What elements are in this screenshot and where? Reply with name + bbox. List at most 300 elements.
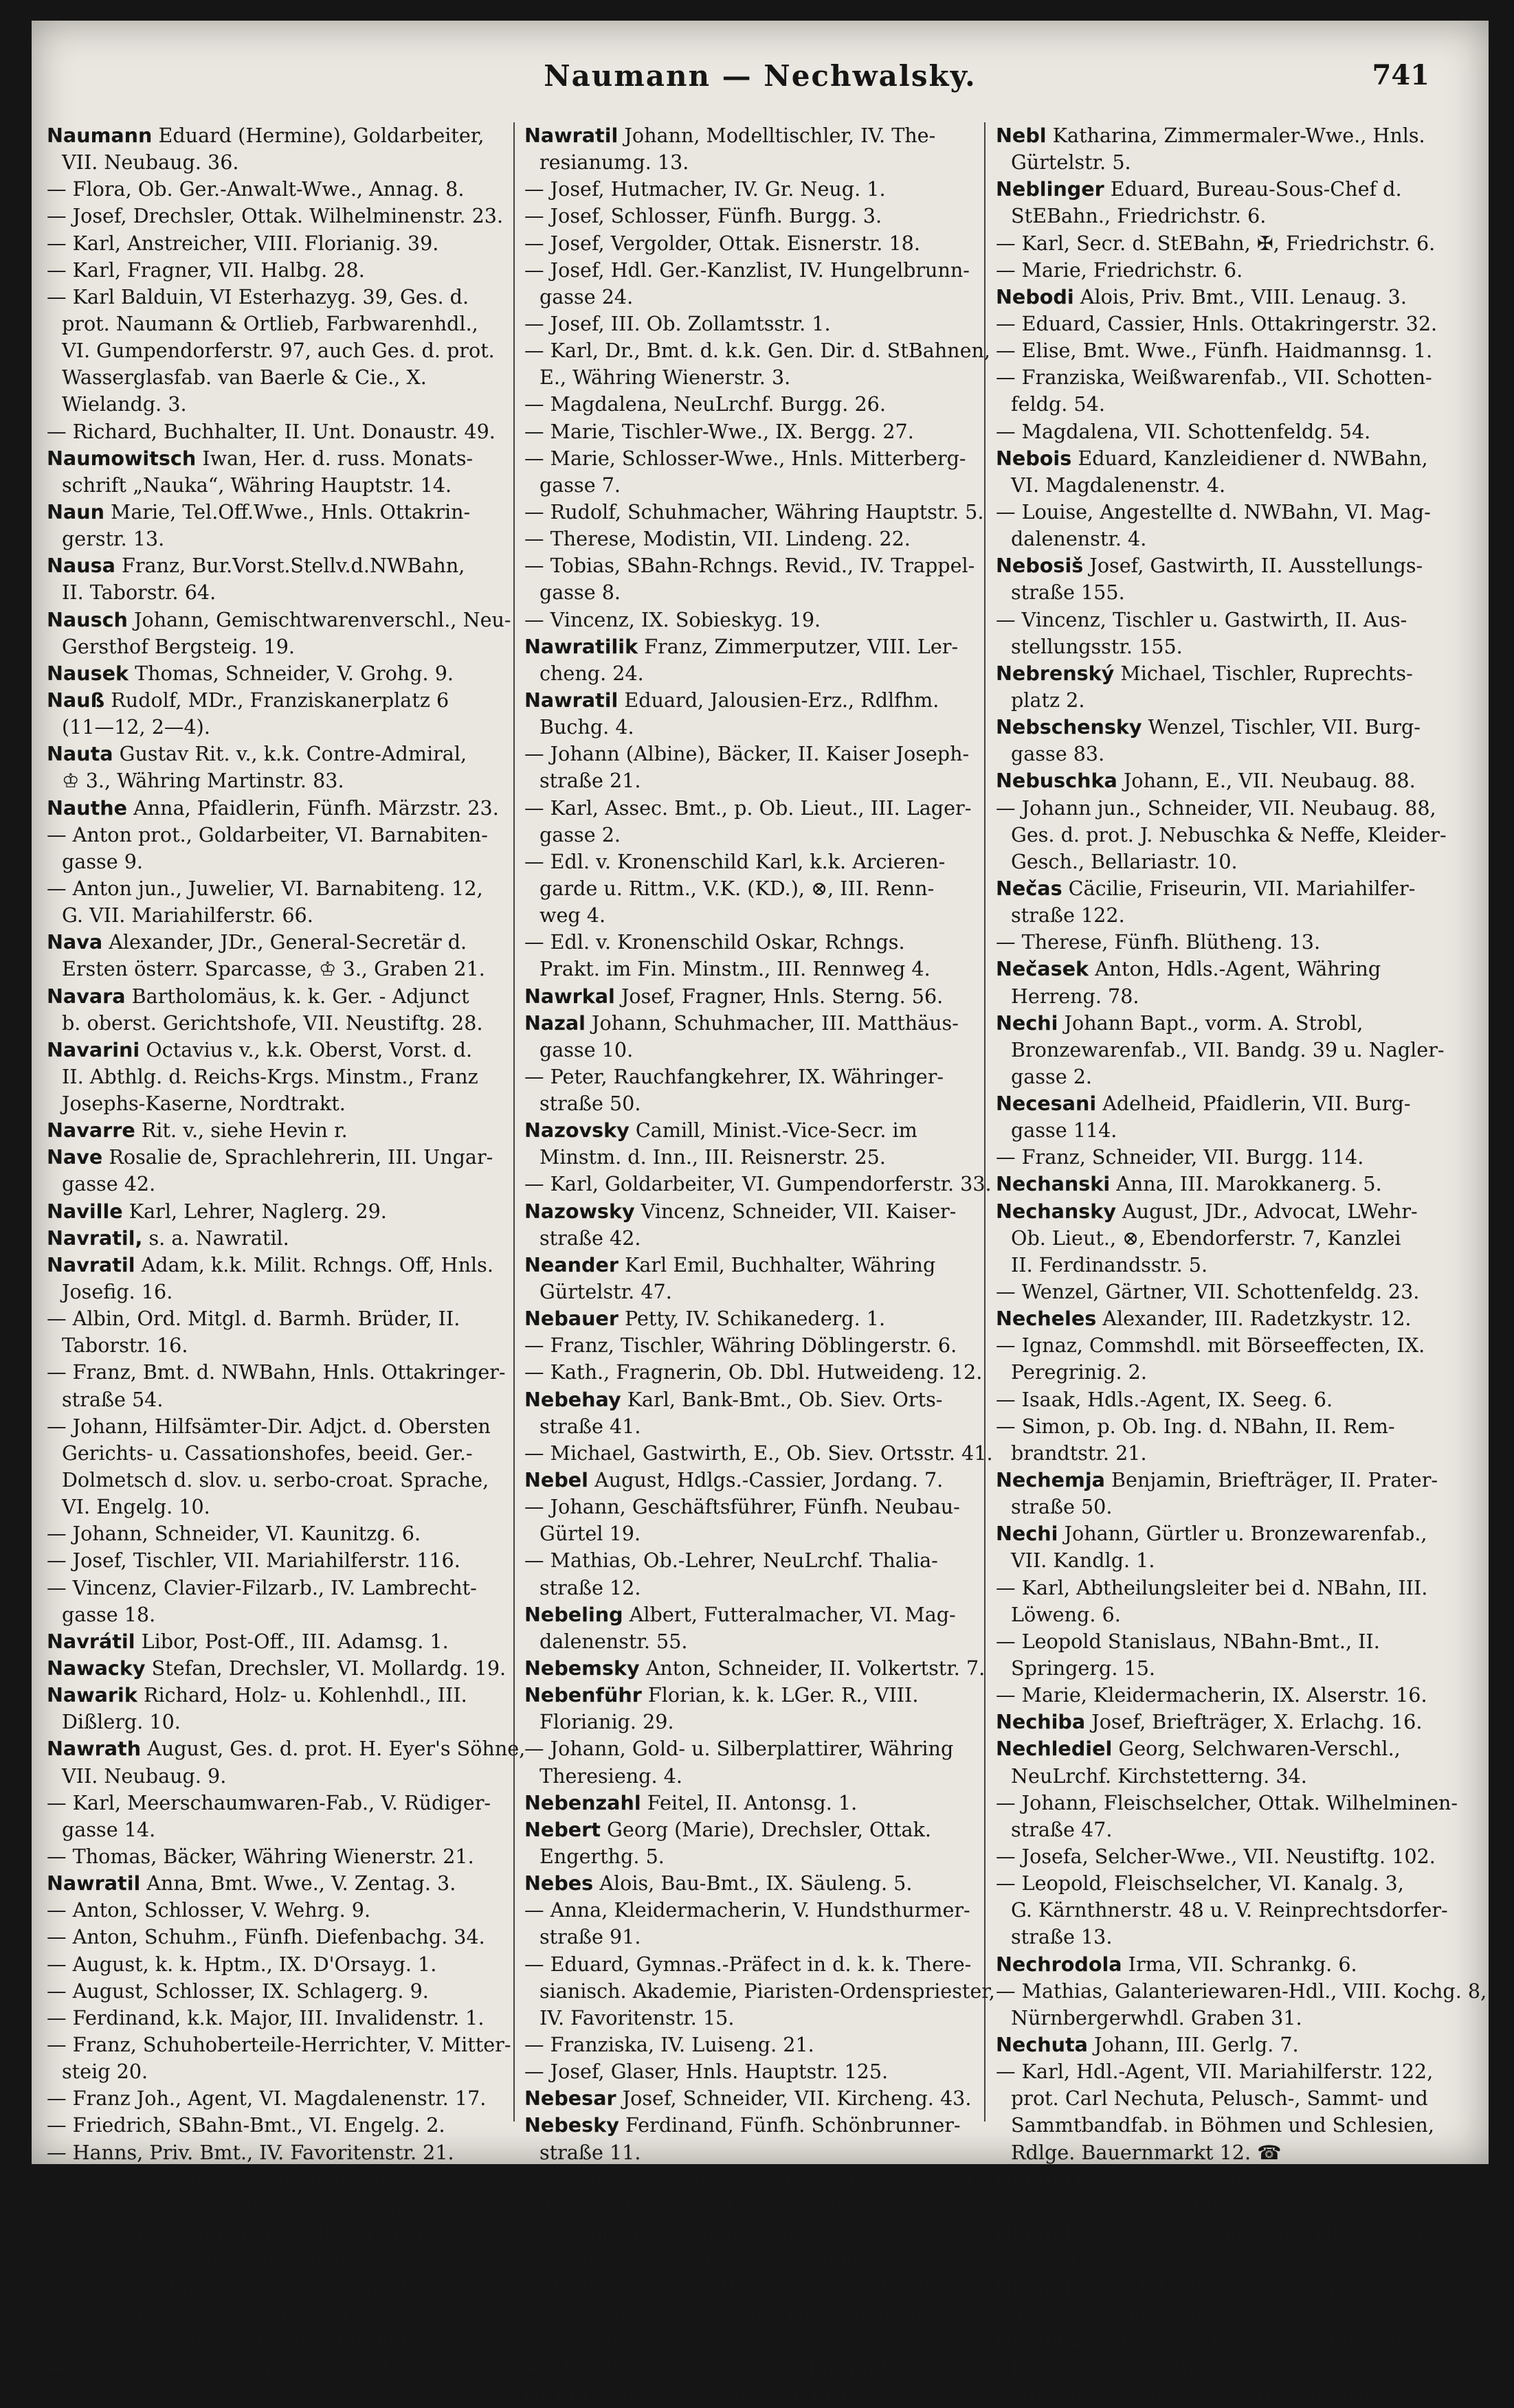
entry-text: Camill, Minist.-Vice-Secr. im bbox=[629, 1118, 917, 1143]
directory-line bbox=[996, 257, 1422, 284]
entry-text: Iwan, Her. d. russ. Monats- bbox=[196, 446, 474, 470]
entry-surname: Nechi bbox=[996, 1011, 1058, 1035]
entry-text: — Josef, Drechsler, Ottak. Wilhelminenstr. 23. bbox=[47, 204, 504, 228]
directory-line bbox=[996, 875, 1422, 902]
directory-line bbox=[47, 633, 473, 660]
directory-line bbox=[524, 2273, 994, 2300]
entry-text: Taborstr. 16. bbox=[62, 1334, 188, 1358]
directory-line bbox=[524, 1144, 950, 1171]
entry-text: Richard, Holz- u. Kohlenhdl., III. bbox=[137, 1683, 467, 1707]
entry-surname: Nebel bbox=[524, 1468, 588, 1492]
entry-text: gasse 10. bbox=[539, 1037, 634, 1061]
entry-text: brandtstr. 21. bbox=[1011, 1441, 1147, 1465]
entry-text: Adelheid, Pfaidlerin, VII. Burg- bbox=[1096, 1092, 1411, 1116]
directory-line bbox=[996, 311, 1438, 337]
entry-surname: Navarre bbox=[47, 1118, 135, 1143]
entry-text: Michael, Tischler, Ruprechts- bbox=[1114, 661, 1413, 685]
entry-text: platz 2. bbox=[1011, 688, 1085, 712]
directory-line bbox=[996, 741, 1422, 767]
entry-surname: Nazowsky bbox=[524, 1199, 635, 1223]
entry-text: feldg. 54. bbox=[1011, 392, 1105, 416]
directory-line bbox=[47, 1064, 478, 1090]
entry-surname: Nawrath bbox=[47, 1737, 142, 1761]
directory-line bbox=[524, 1843, 950, 1870]
column-2 bbox=[524, 122, 995, 2408]
entry-surname: Nebehay bbox=[524, 1387, 621, 1411]
directory-line bbox=[996, 526, 1422, 552]
directory-line bbox=[524, 1494, 960, 1520]
directory-line bbox=[47, 2085, 487, 2112]
directory-line bbox=[47, 203, 504, 229]
entry-text: II. Ferdinandsstr. 5. bbox=[1011, 1252, 1208, 1276]
entry-text: — Johann, Hutstutter-Erz., VII. Zieglerg. 19. bbox=[47, 2302, 489, 2326]
directory-line bbox=[47, 902, 473, 929]
entry-surname: Nawratilik bbox=[524, 634, 638, 658]
entry-text: Sammtbandfab. in Böhmen und Schlesien, bbox=[1011, 2113, 1434, 2137]
entry-text: Prakt. im Fin. Minstm., III. Rennweg 4. bbox=[539, 957, 931, 981]
entry-text: Johann, III. Gerlg. 7. bbox=[1087, 2032, 1299, 2056]
entry-text: — Josefine, Rittm. Wwe., III. Marxerg. 13a. bbox=[996, 2382, 1426, 2406]
entry-text: — Josef, Hutmacher, IV. Gr. Neug. 1. bbox=[524, 177, 886, 201]
directory-line bbox=[47, 795, 499, 822]
entry-text: — Johann, Briefträger, Hnls. Kircheng. 44. bbox=[47, 2328, 470, 2352]
directory-line bbox=[47, 1359, 506, 1386]
directory-line bbox=[47, 714, 473, 741]
directory-line bbox=[996, 822, 1447, 848]
entry-surname: Nebenführ bbox=[524, 1683, 642, 1707]
entry-surname: Nebuschka bbox=[996, 769, 1117, 793]
entry-text: Springerg. 15. bbox=[1011, 1656, 1155, 1680]
directory-line bbox=[47, 257, 473, 284]
directory-line bbox=[47, 1440, 473, 1467]
entry-text: — Vincenz, Clavier-Filzarb., IV. Lambrecht- bbox=[47, 1575, 477, 1599]
directory-line bbox=[996, 1709, 1422, 1735]
directory-line bbox=[524, 983, 950, 1010]
entry-text: — Franz Joh., Agent, VI. Magdalenenstr. 17. bbox=[47, 2086, 487, 2111]
entry-surname: Naumowitsch bbox=[47, 446, 197, 470]
entry-surname: Necheles bbox=[996, 1307, 1097, 1331]
directory-line bbox=[47, 337, 495, 364]
entry-text: Vincenz, Schneider, VII. Kaiser- bbox=[634, 1199, 957, 1223]
entry-text: — Magdalena, VII. Schottenfeldg. 54. bbox=[996, 419, 1371, 443]
entry-text: — Albin, Ord. Mitgl. d. Barmh. Brüder, II. bbox=[47, 1307, 460, 1331]
directory-line bbox=[996, 2032, 1422, 2058]
entry-text: VI. Gumpendorferstr. 97, auch Ges. d. prot. bbox=[62, 339, 495, 363]
directory-line bbox=[996, 2247, 1422, 2273]
directory-line bbox=[47, 1655, 506, 1682]
entry-text: straße 42. bbox=[539, 1226, 641, 1250]
directory-line bbox=[47, 2193, 473, 2220]
entry-text: resianumg. 13. bbox=[539, 150, 689, 175]
entry-text: — Franz, Bmt. d. NWBahn, Hnls. Ottakringer- bbox=[47, 1360, 506, 1384]
entry-text: hauserstr. 27. bbox=[1011, 2248, 1148, 2272]
entry-text: straße 54. bbox=[62, 1387, 164, 1411]
entry-surname: Navara bbox=[47, 984, 126, 1008]
directory-line bbox=[524, 337, 991, 364]
entry-text: Florian, k. k. LGer. R., VIII. bbox=[641, 1683, 919, 1707]
entry-text: — Johann jun., Schneider, VII. Neubaug. 88, bbox=[996, 796, 1436, 820]
directory-line bbox=[47, 1171, 473, 1197]
entry-text: Rudolf, MDr., Franziskanerplatz 6 bbox=[104, 688, 449, 712]
entry-text: — Josef, III. Ob. Zollamtsstr. 1. bbox=[524, 311, 831, 335]
directory-line bbox=[524, 1709, 950, 1735]
entry-text: — Kath., Fragnerin, Ob. Dbl. Hutweideng. 12. bbox=[524, 1360, 983, 1384]
directory-line bbox=[47, 2273, 473, 2300]
directory-line bbox=[996, 633, 1422, 660]
entry-text: Georg (Marie), Drechsler, Ottak. bbox=[600, 1817, 931, 1841]
directory-line bbox=[524, 1978, 995, 2005]
entry-text: — Richard, Buchhalter, II. Unt. Donaustr. 49. bbox=[47, 419, 496, 443]
directory-line bbox=[996, 230, 1436, 257]
entry-surname: Nechansky bbox=[996, 1199, 1116, 1223]
entry-text: gasse 14. bbox=[62, 1817, 156, 1841]
entry-text: Josef, Schneider, VII. Kircheng. 43. bbox=[616, 2086, 972, 2111]
directory-line bbox=[47, 741, 473, 767]
directory-line bbox=[524, 1090, 950, 1117]
directory-line bbox=[524, 526, 950, 552]
entry-surname: Nechuta bbox=[996, 2032, 1088, 2056]
entry-surname: Navratil bbox=[47, 1252, 135, 1276]
entry-surname: Nawarik bbox=[47, 1683, 137, 1707]
entry-text: Josefig. 16. bbox=[62, 1280, 173, 1304]
directory-line bbox=[524, 2032, 950, 2058]
directory-line bbox=[47, 2300, 489, 2327]
entry-text: — Josef, Tischler, VII. Mariahilferstr. 116. bbox=[47, 1549, 460, 1573]
entry-text: stellungsstr. 155. bbox=[1011, 634, 1183, 658]
entry-text: straße 21. bbox=[539, 769, 641, 793]
entry-text: Herreng. 78. bbox=[1011, 984, 1139, 1008]
entry-text: — Anton jun., Juwelier, VI. Barnabiteng. 12, bbox=[47, 876, 483, 900]
entry-text: d. St. Bahnen, Fünfh. Mariahilfer Gürtel 29. bbox=[539, 2194, 979, 2218]
directory-line bbox=[996, 1951, 1422, 1978]
entry-text: — Karl, Fragner, VII. Halbg. 28. bbox=[47, 258, 365, 282]
entry-text: straße 50. bbox=[539, 1092, 641, 1116]
entry-text: — Karl, Abtheilungsleiter bei d. NBahn, III. bbox=[996, 1575, 1428, 1599]
directory-line bbox=[524, 2354, 966, 2381]
entry-text: Karl, Lehrer, Naglerg. 29. bbox=[122, 1199, 387, 1223]
entry-text: gasse 2. bbox=[1011, 1064, 1092, 1088]
entry-text: — Marie, Schlosser-Wwe., Hnls. Mitterberg- bbox=[524, 446, 966, 470]
directory-line bbox=[47, 1601, 473, 1628]
entry-surname: Nebois bbox=[996, 446, 1072, 470]
entry-text: gasse 8. bbox=[539, 581, 621, 605]
directory-line bbox=[47, 660, 473, 687]
directory-line bbox=[996, 956, 1422, 982]
directory-line bbox=[996, 337, 1433, 364]
entry-text: Johann Bapt., vorm. A. Strobl, bbox=[1058, 1011, 1363, 1035]
directory-line bbox=[524, 1117, 950, 1144]
directory-line bbox=[47, 2032, 511, 2058]
directory-line bbox=[47, 1520, 473, 1547]
entry-surname: Navrátil bbox=[47, 1629, 135, 1653]
entry-text: Alois, Priv. Bmt., VIII. Lenaug. 3. bbox=[1073, 284, 1407, 308]
entry-surname: Nawratil bbox=[524, 688, 619, 712]
directory-line bbox=[996, 1467, 1438, 1494]
entry-text: — Michael, Gastwirth, E., Ob. Siev. Dorfstr. 41. bbox=[524, 2275, 994, 2299]
entry-text: — Franz, Tischler, Währing Döblingerstr. 6. bbox=[524, 1334, 957, 1358]
directory-line bbox=[996, 176, 1422, 203]
entry-text: Anna, Bmt. Wwe., V. Zentag. 3. bbox=[140, 1871, 456, 1895]
running-head: Naumann — Nechwalsky. bbox=[544, 59, 977, 93]
entry-text: gerstr. 13. bbox=[62, 527, 165, 551]
directory-line bbox=[524, 499, 984, 526]
directory-line bbox=[524, 1628, 950, 1655]
directory-line bbox=[996, 2139, 1422, 2166]
entry-text: Feitel, II. Antonsg. 1. bbox=[641, 1790, 858, 1814]
directory-line bbox=[524, 767, 950, 794]
entry-text: — Josef, Schlosser, Fünfh. Burgg. 3. bbox=[524, 204, 882, 228]
directory-line bbox=[996, 1386, 1422, 1413]
entry-text: schrift „Nauka“, Währing Hauptstr. 14. bbox=[62, 473, 452, 497]
entry-text: — Josefa, Selcher-Wwe., VII. Neustiftg. 102. bbox=[996, 1845, 1436, 1868]
entry-surname: Nausa bbox=[47, 554, 115, 578]
directory-line bbox=[524, 1467, 950, 1494]
directory-line bbox=[47, 1843, 473, 1870]
entry-text: — Thomas, Bäcker, Währing Wienerstr. 21. bbox=[47, 1845, 474, 1868]
entry-text: Alois, Bau-Bmt., IX. Säuleng. 5. bbox=[593, 1871, 913, 1895]
directory-line bbox=[996, 2112, 1434, 2139]
page-header bbox=[32, 59, 1489, 114]
entry-text: — Karl, Assec. Bmt., p. Ob. Lieut., III. Lager- bbox=[524, 796, 972, 820]
directory-line bbox=[524, 418, 950, 445]
directory-line bbox=[47, 956, 485, 982]
entry-text: Stefan, Drechsler, VI. Mollardg. 19. bbox=[145, 1656, 506, 1680]
directory-line bbox=[47, 1090, 473, 1117]
entry-text: — August, Schlosser, IX. Schlagerg. 9. bbox=[47, 1979, 429, 2003]
entry-text: Anna, III. Marokkanerg. 5. bbox=[1110, 1172, 1382, 1196]
entry-text: VI. Magdalenenstr. 4. bbox=[1011, 473, 1226, 497]
entry-surname: Nebili bbox=[524, 2382, 589, 2406]
entry-text: — Marie, Friedrichstr. 6. bbox=[996, 258, 1243, 282]
entry-text: Wielandg. 3. bbox=[62, 392, 187, 416]
entry-text: Libor, Post-Off., III. Adamsg. 1. bbox=[135, 1629, 449, 1653]
directory-line bbox=[996, 1090, 1422, 1117]
entry-text: — Hanns, Priv. Bmt., IV. Favoritenstr. 21. bbox=[47, 2140, 454, 2164]
entry-surname: Naville bbox=[47, 1199, 123, 1223]
directory-line bbox=[47, 1682, 473, 1709]
directory-line bbox=[996, 579, 1422, 606]
directory-line bbox=[47, 1547, 473, 1574]
entry-text: II. Taborstr. 64. bbox=[62, 581, 216, 605]
entry-surname: Nebodi bbox=[996, 284, 1074, 308]
directory-line bbox=[47, 929, 473, 956]
entry-surname: Nauta bbox=[47, 742, 113, 766]
entry-text: — Friedrich, SBahn-Bmt., VI. Engelg. 2. bbox=[47, 2113, 445, 2137]
directory-line bbox=[524, 2193, 979, 2220]
directory-line bbox=[996, 929, 1422, 956]
entry-text: straße 12. bbox=[539, 1575, 641, 1599]
directory-line bbox=[996, 1655, 1422, 1682]
directory-line bbox=[524, 257, 970, 284]
directory-line bbox=[996, 472, 1422, 499]
directory-line bbox=[524, 1897, 970, 1924]
entry-text: August, Hdlgs.-Cassier, Jordang. 7. bbox=[588, 1468, 944, 1492]
directory-line bbox=[524, 1763, 950, 1790]
directory-line bbox=[996, 1225, 1422, 1252]
entry-text: Theresieng. 4. bbox=[539, 1764, 682, 1788]
directory-line bbox=[524, 122, 950, 149]
directory-line bbox=[996, 391, 1422, 418]
entry-text: — Magdalena, NeuLrchf. Burgg. 26. bbox=[524, 392, 886, 416]
directory-line bbox=[996, 795, 1436, 822]
directory-line bbox=[996, 499, 1431, 526]
entry-text: G. Kärnthnerstr. 48 u. V. Reinprechtsdorfer- bbox=[1011, 1898, 1448, 1922]
entry-surname: Nechiba bbox=[996, 1710, 1086, 1734]
directory-line bbox=[996, 552, 1422, 579]
entry-text: Josephs-Kaserne, Nordtrakt. bbox=[62, 1092, 346, 1116]
directory-line bbox=[47, 1198, 473, 1225]
entry-text: Dißlerg. 10. bbox=[62, 1710, 181, 1734]
entry-text: Josef, Fragner, Hnls. Sterng. 56. bbox=[614, 984, 944, 1008]
entry-text: — Johann, Friseur, Hnls. Pichlerg. 5. bbox=[47, 2248, 411, 2272]
directory-line bbox=[996, 2193, 1422, 2220]
directory-line bbox=[47, 687, 473, 714]
entry-surname: Nebemsky bbox=[524, 1656, 640, 1680]
directory-line bbox=[996, 1628, 1422, 1655]
entry-surname: Nava bbox=[47, 930, 103, 954]
entry-surname: Neander bbox=[524, 1252, 619, 1276]
entry-text: gasse 18. bbox=[62, 1602, 156, 1626]
entry-text: Ges. d. prot. J. Nebuschka & Neffe, Kleider- bbox=[1011, 822, 1447, 846]
entry-text: Karl Emil, Buchhalter, Währing bbox=[618, 1252, 936, 1276]
entry-text: — Isaak, Hdls.-Agent, IX. Seeg. 6. bbox=[996, 1387, 1333, 1411]
page-number: 741 bbox=[1372, 59, 1429, 91]
directory-line bbox=[524, 311, 950, 337]
directory-line bbox=[996, 149, 1422, 176]
entry-text: prot. Carl Nechuta, Pelusch-, Sammt- und bbox=[1011, 2086, 1428, 2111]
entry-surname: Nebes bbox=[524, 1871, 594, 1895]
directory-line bbox=[47, 1870, 473, 1897]
entry-text: Gürtel 19. bbox=[539, 1522, 641, 1546]
entry-text: VI. Engelg. 10. bbox=[62, 1495, 210, 1519]
entry-text: Eduard (Hermine), Goldarbeiter, bbox=[152, 124, 485, 147]
entry-text: — Michael, Gastwirth, E., Ob. Siev. Ortsstr. 41. bbox=[524, 1441, 993, 1465]
entry-text: weg 4. bbox=[539, 903, 606, 927]
directory-line bbox=[524, 445, 966, 472]
directory-line bbox=[996, 902, 1422, 929]
entry-text: sianisch. Akademie, Piaristen-Ordenspriester, bbox=[539, 1979, 995, 2003]
entry-text: straße 11. bbox=[539, 2140, 641, 2164]
directory-line bbox=[47, 1037, 473, 1064]
entry-text: — Vincenz, IX. Sobieskyg. 19. bbox=[524, 607, 821, 631]
entry-surname: Nebrenský bbox=[996, 661, 1115, 685]
directory-line bbox=[524, 1575, 950, 1601]
entry-text: straße 13. bbox=[1011, 1925, 1113, 1949]
column-divider bbox=[984, 122, 986, 2122]
directory-line bbox=[524, 822, 950, 848]
entry-text: — Eduard, Gymnas.-Präfect in d. k. k. There- bbox=[524, 1952, 972, 1976]
directory-line bbox=[47, 1225, 473, 1252]
directory-line bbox=[996, 1064, 1422, 1090]
directory-line bbox=[524, 1655, 986, 1682]
entry-text: Thomas, Schneider, V. Grohg. 9. bbox=[129, 661, 454, 685]
directory-line bbox=[524, 2139, 950, 2166]
entry-text: — Franziska, Weißwarenfab., VII. Schotten- bbox=[996, 365, 1432, 390]
entry-text: Rosalie de, Sprachlehrerin, III. Ungar- bbox=[102, 1145, 493, 1169]
directory-line bbox=[47, 1117, 473, 1144]
directory-line bbox=[996, 1171, 1422, 1197]
directory-line bbox=[524, 1790, 950, 1816]
entry-text: garde u. Rittm., V.K. (KD.), ⊗, III. Renn- bbox=[539, 876, 935, 900]
directory-line bbox=[47, 822, 488, 848]
entry-text: — Anton, Schlosser, V. Wehrg. 9. bbox=[47, 1898, 371, 1922]
entry-surname: Necesani bbox=[996, 1092, 1097, 1116]
entry-text: Johann, Schuhmacher, III. Matthäus- bbox=[585, 1011, 959, 1035]
directory-line bbox=[996, 2328, 1425, 2354]
directory-line bbox=[47, 1144, 493, 1171]
entry-surname: Nebenzahl bbox=[524, 1790, 641, 1814]
entry-text: — Wenzel, Gärtner, VII. Schottenfeldg. 23. bbox=[996, 1280, 1420, 1304]
entry-text: StEBahn., Friedrichstr. 6. bbox=[1011, 204, 1267, 228]
directory-line bbox=[524, 230, 950, 257]
entry-text: Marie, Tel.Off.Wwe., Hnls. Ottakrin- bbox=[104, 499, 471, 524]
directory-line bbox=[996, 1252, 1422, 1279]
entry-surname: Nechanski bbox=[996, 1172, 1111, 1196]
entry-text: Johann, Modelltischler, IV. The- bbox=[618, 124, 936, 147]
directory-line bbox=[996, 1198, 1422, 1225]
entry-text: E., Währing Wienerstr. 3. bbox=[539, 365, 791, 390]
entry-text: — Johann (Albine), Bäcker, II. Kaiser Joseph- bbox=[524, 742, 970, 766]
entry-surname: Nebeling bbox=[524, 1602, 623, 1626]
entry-text: gasse 7. bbox=[539, 473, 621, 497]
directory-line bbox=[524, 1279, 950, 1305]
entry-text: — Simon, p. Ob. Ing. d. NBahn, II. Rem- bbox=[996, 1414, 1395, 1438]
directory-line bbox=[47, 1897, 473, 1924]
entry-surname: Nechvile bbox=[996, 2275, 1091, 2299]
directory-line bbox=[524, 1601, 956, 1628]
entry-text: Albert, Futteralmacher, VI. Mag- bbox=[623, 1602, 956, 1626]
directory-line bbox=[47, 1386, 473, 1413]
entry-text: Octavius v., k.k. Oberst, Vorst. d. bbox=[140, 1037, 473, 1061]
entry-text: Anna, Pfaidlerin, Fünfh. Märzstr. 23. bbox=[127, 796, 499, 820]
directory-line bbox=[47, 1305, 473, 1332]
entry-text: — Edl. v. Kronenschild Oskar, Rchngs. bbox=[524, 930, 905, 954]
directory-line bbox=[996, 1010, 1422, 1037]
directory-line bbox=[524, 1010, 959, 1037]
directory-line bbox=[524, 149, 950, 176]
entry-surname: Nechi bbox=[996, 1522, 1058, 1546]
directory-line bbox=[524, 1225, 950, 1252]
entry-text: dalenenstr. 4. bbox=[1011, 527, 1147, 551]
entry-surname: Naun bbox=[47, 499, 104, 524]
entry-text: — Louise, Angestellte d. NWBahn, VI. Mag- bbox=[996, 499, 1431, 524]
directory-line bbox=[47, 2112, 473, 2139]
directory-page bbox=[32, 21, 1489, 2406]
entry-text: Engerthg. 5. bbox=[539, 1845, 665, 1868]
entry-text: August, JDr., Advocat, LWehr- bbox=[1115, 1199, 1418, 1223]
entry-surname: Nebesar bbox=[524, 2086, 616, 2111]
entry-text: Rit. v., siehe Hevin r. bbox=[135, 1118, 348, 1143]
directory-line bbox=[47, 176, 473, 203]
directory-line bbox=[47, 1763, 473, 1790]
directory-line bbox=[524, 1305, 950, 1332]
directory-line bbox=[996, 2220, 1430, 2247]
directory-line bbox=[47, 1413, 491, 1440]
directory-line bbox=[996, 848, 1422, 875]
entry-text: — Oscar, Dr., Assist. an d. Hdls. Akad., IV. bbox=[524, 2302, 940, 2326]
entry-text: — Karl, Dr., Bmt. d. k.k. Gen. Dir. d. StBahnen, bbox=[524, 339, 991, 363]
entry-text: — Josef, Vergolder, Ottak. Eisnerstr. 18. bbox=[524, 231, 920, 255]
entry-text: — Ferdinand, V. Ziegelofeng. 20. bbox=[524, 2220, 850, 2244]
entry-text: Gürtelstr. 5. bbox=[1011, 150, 1131, 175]
entry-text: Georg, Selchwaren-Verschl., bbox=[1112, 1737, 1401, 1761]
directory-line bbox=[996, 1897, 1448, 1924]
entry-text: Ferdinand, Fünfh. Schönbrunner- bbox=[619, 2113, 961, 2137]
entry-surname: Nechlediel bbox=[996, 1737, 1113, 1761]
entry-text: — Johann, Gold- u. Silberplattirer, Währing bbox=[524, 1737, 954, 1761]
entry-text: Johann, Gürtler u. Bronzewarenfab., bbox=[1058, 1522, 1427, 1546]
directory-line bbox=[524, 1171, 992, 1197]
